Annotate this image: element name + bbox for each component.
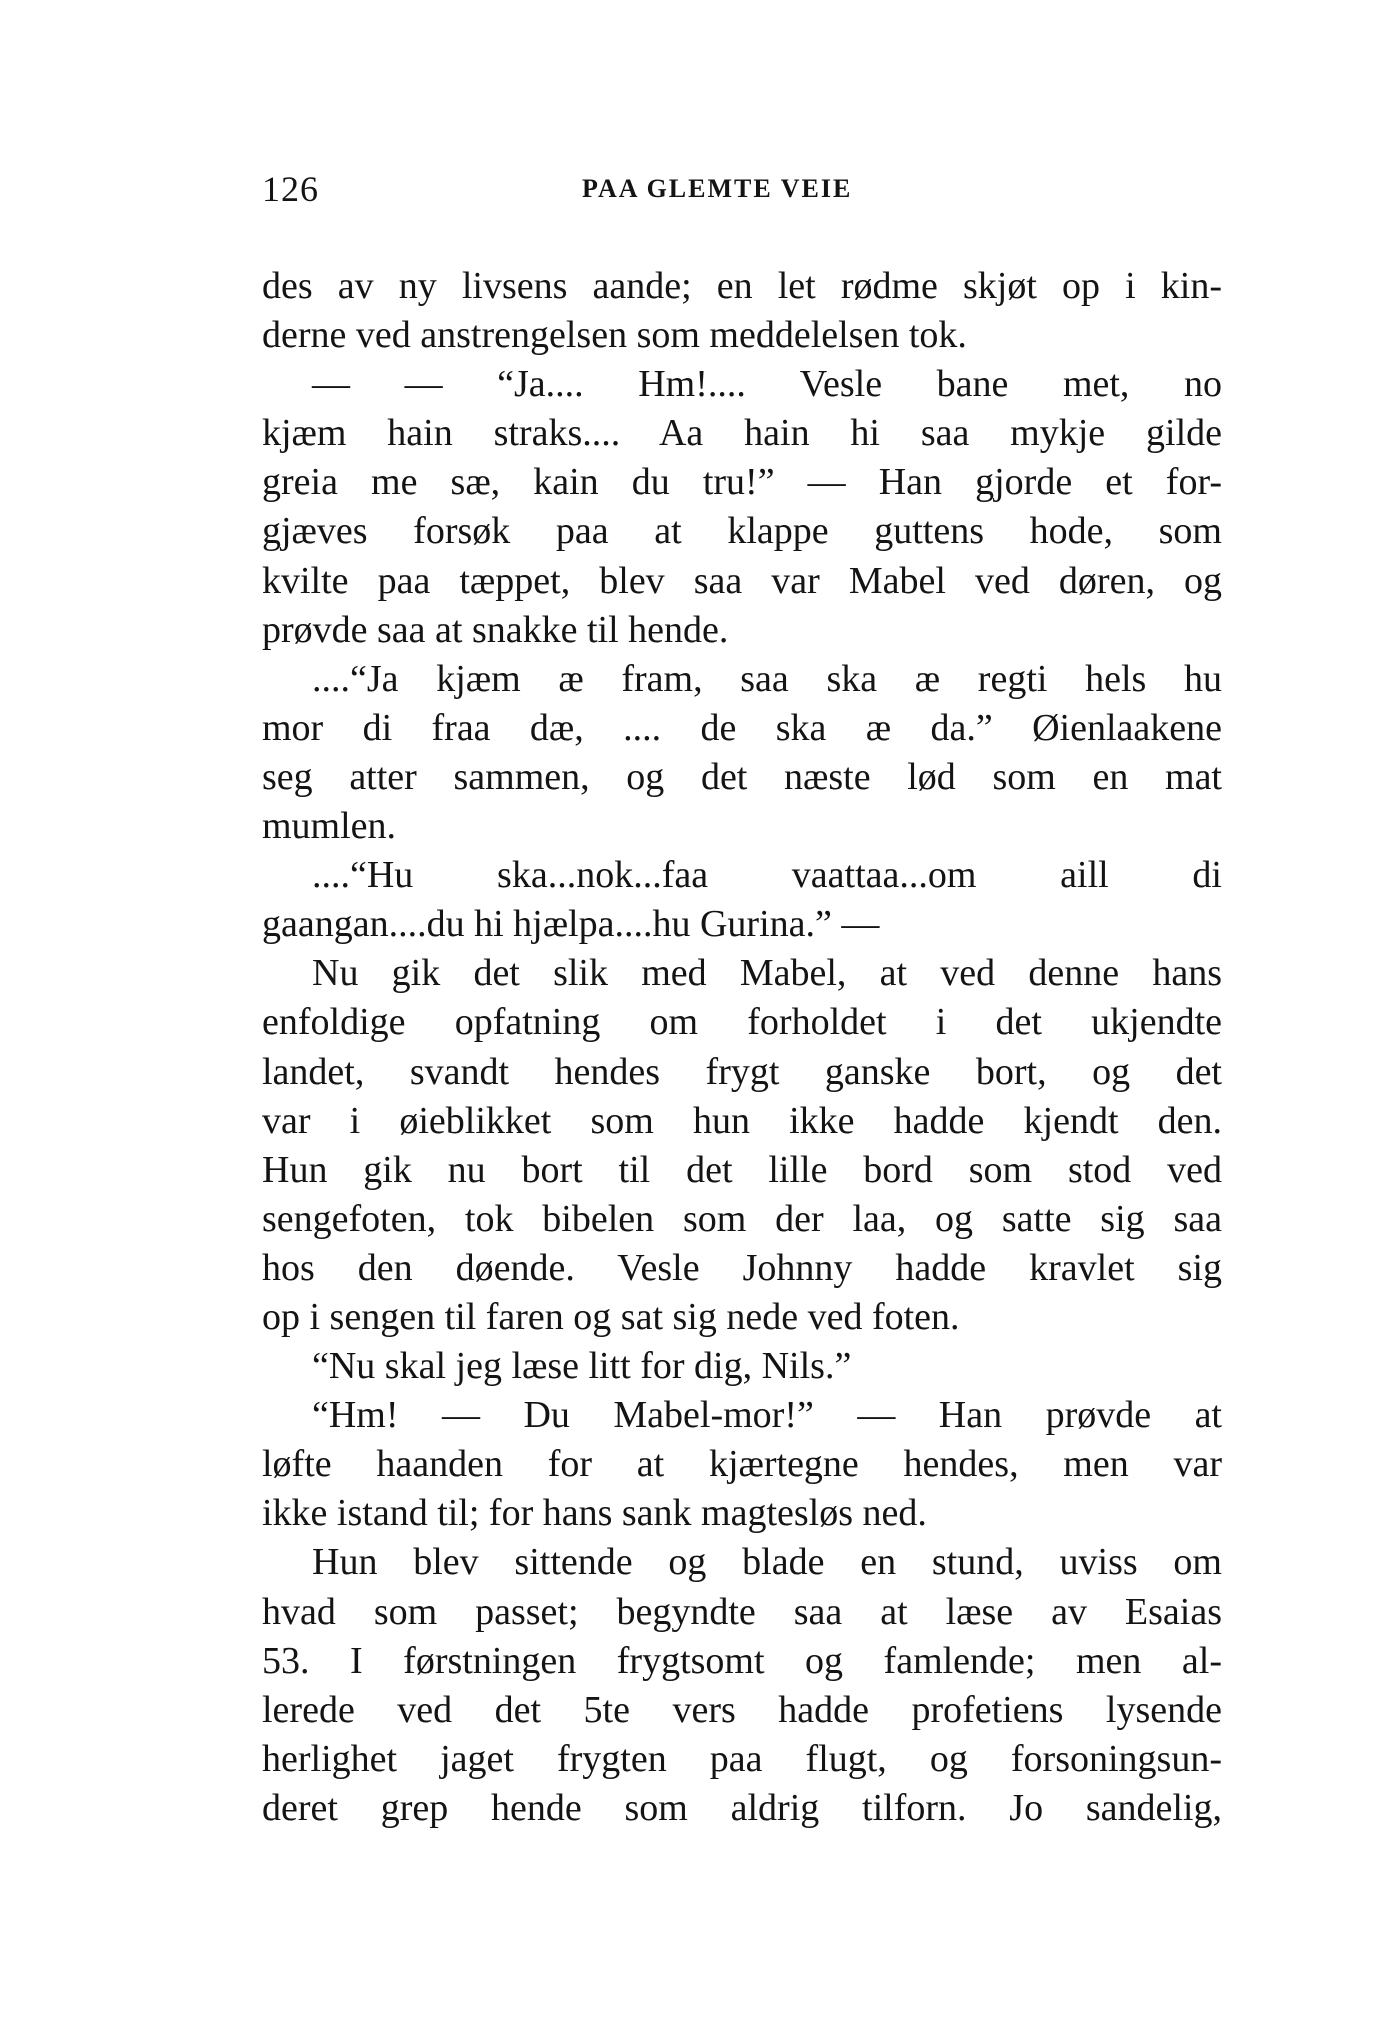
text-line: kvilte paa tæppet, blev saa var Mabel ved døren, og (262, 559, 1222, 602)
text-line: “Hm! — Du Mabel-mor!” — Han prøvde at (312, 1394, 1222, 1437)
text-line: deret grep hende som aldrig tilforn. Jo sandelig, (262, 1786, 1222, 1829)
text-line: løfte haanden for at kjærtegne hendes, men var (262, 1443, 1222, 1486)
text-line: des av ny livsens aande; en let rødme skjøt op i kin- (262, 265, 1222, 307)
page-header (262, 168, 1222, 208)
text-line: mor di fraa dæ, .... de ska æ da.” Øienlaakene (262, 706, 1222, 749)
text-line: landet, svandt hendes frygt ganske bort, og det (262, 1050, 1222, 1093)
text-line: prøvde saa at snakke til hende. (262, 608, 729, 651)
text-line: mumlen. (262, 805, 397, 848)
text-line: sengefoten, tok bibelen som der laa, og satte sig saa (262, 1197, 1222, 1240)
text-line: “Nu skal jeg læse litt for dig, Nils.” (312, 1345, 852, 1388)
text-line: seg atter sammen, og det næste lød som en mat (262, 755, 1222, 798)
text-line: enfoldige opfatning om forholdet i det ukjendte (262, 1001, 1222, 1044)
text-line: lerede ved det 5te vers hadde profetiens lysende (262, 1688, 1222, 1731)
running-title: PAA GLEMTE VEIE (582, 174, 853, 203)
text-line: kjæm hain straks.... Aa hain hi saa mykje gilde (262, 412, 1222, 455)
text-line: 53. I førstningen frygtsomt og famlende; men al- (262, 1639, 1222, 1682)
text-line: hos den døende. Vesle Johnny hadde kravlet sig (262, 1246, 1222, 1289)
text-line: Hun gik nu bort til det lille bord som stod ved (262, 1148, 1222, 1191)
text-line: var i øieblikket som hun ikke hadde kjendt den. (262, 1099, 1222, 1142)
text-line: herlighet jaget frygten paa flugt, og forsoningsun- (262, 1737, 1222, 1780)
text-line: Nu gik det slik med Mabel, at ved denne hans (312, 952, 1222, 995)
text-line: hvad som passet; begyndte saa at læse av Esaias (262, 1590, 1222, 1633)
page-number: 126 (262, 169, 319, 209)
text-line: derne ved anstrengelsen som meddelelsen tok. (262, 314, 967, 357)
text-line: — — “Ja.... Hm!.... Vesle bane met, no (312, 363, 1222, 406)
text-line: op i sengen til faren og sat sig nede ved foten. (262, 1295, 960, 1338)
text-line: greia me sæ, kain du tru!” — Han gjorde et for- (262, 461, 1222, 504)
text-line: Hun blev sittende og blade en stund, uviss om (312, 1541, 1222, 1584)
text-line: ikke istand til; for hans sank magtesløs ned. (262, 1492, 927, 1535)
text-line: gaangan....du hi hjælpa....hu Gurina.” — (262, 903, 880, 946)
text-line: ....“Hu ska...nok...faa vaattaa...om aill di (312, 854, 1222, 897)
text-line: ....“Ja kjæm æ fram, saa ska æ regti hels hu (312, 657, 1222, 700)
text-line: gjæves forsøk paa at klappe guttens hode, som (262, 510, 1222, 553)
body-text (262, 262, 1222, 1833)
